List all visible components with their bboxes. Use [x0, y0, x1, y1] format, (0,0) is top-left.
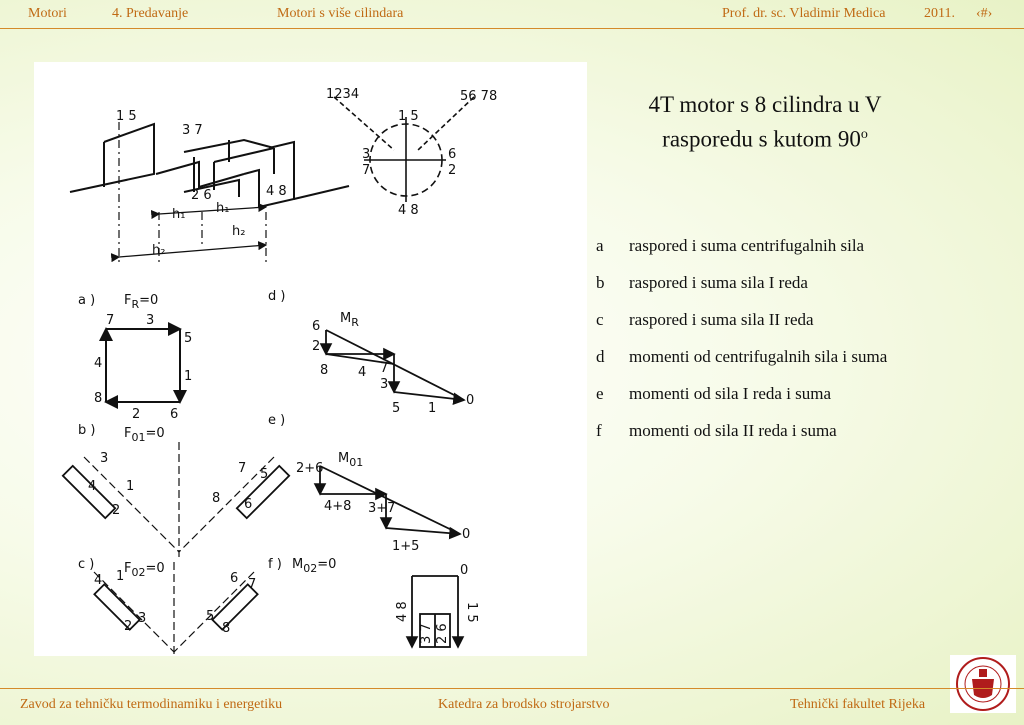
- e-label-2-6: 2+6: [296, 461, 324, 476]
- c-label-7: 7: [248, 577, 257, 592]
- panel-d-label: $M_R$: [340, 311, 359, 329]
- label-h1-a: h₁: [172, 207, 186, 222]
- d-label-5: 5: [392, 401, 401, 416]
- list-item: a raspored i suma centrifugalnih sila: [596, 236, 865, 255]
- d-label-3: 3: [380, 377, 389, 392]
- f-label-1-5: 1 5: [464, 602, 479, 623]
- end-label-3: 3: [362, 147, 371, 162]
- end-label-2: 2: [448, 163, 457, 178]
- a-label-4: 4: [94, 356, 103, 371]
- b-label-6: 6: [244, 497, 253, 512]
- panel-c-label: $F_{02}=0$: [124, 561, 165, 579]
- label-3-7: 3 7: [182, 123, 203, 138]
- panel-b-label: $F_{01}=0$: [124, 426, 165, 444]
- a-label-8: 8: [94, 391, 103, 406]
- panel-d-moment-diagram: [326, 330, 464, 400]
- end-label-5678: 56 78: [460, 89, 498, 104]
- panel-f-label: $M_{02}=0$: [292, 557, 337, 575]
- title-line-2: rasporedu s kutom 90$^o$: [662, 126, 868, 152]
- header-year: 2011.: [924, 6, 955, 21]
- b-label-2: 2: [112, 503, 121, 518]
- panel-c-tag: c ): [78, 557, 95, 572]
- d-label-6: 6: [312, 319, 321, 334]
- b-label-1: 1: [126, 479, 135, 494]
- footer-center: Katedra za brodsko strojarstvo: [438, 697, 610, 712]
- end-label-6: 6: [448, 147, 457, 162]
- list-item: e momenti od sila I reda i suma: [596, 384, 832, 403]
- slide-title: [600, 90, 930, 155]
- panel-d-tag: d ): [268, 289, 286, 304]
- e-label-1-5: 1+5: [392, 539, 420, 554]
- f-label-2-6: 2 6: [435, 623, 450, 644]
- slide-footer: [0, 688, 1024, 725]
- b-label-7: 7: [238, 461, 247, 476]
- panel-b-vectors: [63, 466, 289, 518]
- c-label-8: 8: [222, 621, 231, 636]
- panel-e-tag: e ): [268, 413, 286, 428]
- d-label-0: 0: [466, 393, 475, 408]
- label-h2-a: h₂: [152, 243, 166, 258]
- c-label-4: 4: [94, 573, 103, 588]
- d-label-8: 8: [320, 363, 329, 378]
- f-label-4-8: 4 8: [395, 601, 410, 622]
- end-label-4-8: 4 8: [398, 203, 419, 218]
- a-label-6: 6: [170, 407, 179, 422]
- b-label-5: 5: [260, 467, 269, 482]
- b-label-8: 8: [212, 491, 221, 506]
- end-label-1-5: 1 5: [398, 109, 419, 124]
- panel-b-tag: b ): [78, 423, 96, 438]
- a-label-7: 7: [106, 313, 115, 328]
- a-label-1: 1: [184, 369, 193, 384]
- end-label-1234: 1234: [326, 87, 360, 102]
- label-1-5: 1 5: [116, 109, 137, 124]
- slide-header: [0, 0, 1024, 29]
- c-label-3: 3: [138, 611, 147, 626]
- panel-c-vectors: [94, 584, 257, 629]
- footer-right: Tehnički fakultet Rijeka: [790, 697, 926, 712]
- diagram-svg: [34, 62, 587, 656]
- label-h2-b: h₂: [232, 224, 246, 239]
- label-4-8: 4 8: [266, 184, 287, 199]
- end-label-7: 7: [362, 163, 371, 178]
- header-page-number: ‹#›: [976, 6, 993, 21]
- a-label-5: 5: [184, 331, 193, 346]
- d-label-1: 1: [428, 401, 437, 416]
- panel-e-label: $M_{01}$: [338, 451, 364, 469]
- f-label-0: 0: [460, 563, 469, 578]
- d-label-4: 4: [358, 365, 367, 380]
- footer-left: Zavod za tehničku termodinamiku i energetiku: [20, 697, 283, 712]
- c-label-5: 5: [206, 609, 215, 624]
- label-2-6: 2 6: [191, 188, 212, 203]
- legend-list: [596, 236, 1016, 458]
- a-label-2: 2: [132, 407, 141, 422]
- f-label-3-7: 3 7: [419, 623, 434, 644]
- list-item: b raspored i suma sila I reda: [596, 273, 808, 292]
- a-label-3: 3: [146, 313, 155, 328]
- title-superscript: o: [860, 127, 868, 142]
- panel-a-tag: a ): [78, 293, 96, 308]
- v8-force-diagram: [34, 62, 587, 656]
- d-label-7: 7: [380, 361, 389, 376]
- c-label-1: 1: [116, 569, 125, 584]
- e-label-4-8: 4+8: [324, 499, 352, 514]
- list-item: f momenti od sila II reda i suma: [596, 421, 837, 440]
- header-lecture: 4. Predavanje: [112, 6, 189, 21]
- e-label-0: 0: [462, 527, 471, 542]
- label-h1-b: h₁: [216, 201, 230, 216]
- header-topic: Motori s više cilindara: [277, 6, 404, 21]
- b-label-3: 3: [100, 451, 109, 466]
- d-label-2: 2: [312, 339, 321, 354]
- list-item: c raspored i suma sila II reda: [596, 310, 814, 329]
- header-course: Motori: [28, 6, 67, 21]
- list-item: d momenti od centrifugalnih sila i suma: [596, 347, 888, 366]
- header-author: Prof. dr. sc. Vladimir Medica: [722, 6, 886, 21]
- panel-a-polygon: [106, 329, 180, 402]
- title-line-1: 4T motor s 8 cilindra u V: [648, 92, 882, 117]
- panel-a-label: $F_R=0$: [124, 293, 159, 311]
- c-label-6: 6: [230, 571, 239, 586]
- b-label-4: 4: [88, 479, 97, 494]
- panel-f-tag: f ): [268, 557, 282, 572]
- e-label-3-7: 3+7: [368, 501, 396, 516]
- c-label-2: 2: [124, 619, 133, 634]
